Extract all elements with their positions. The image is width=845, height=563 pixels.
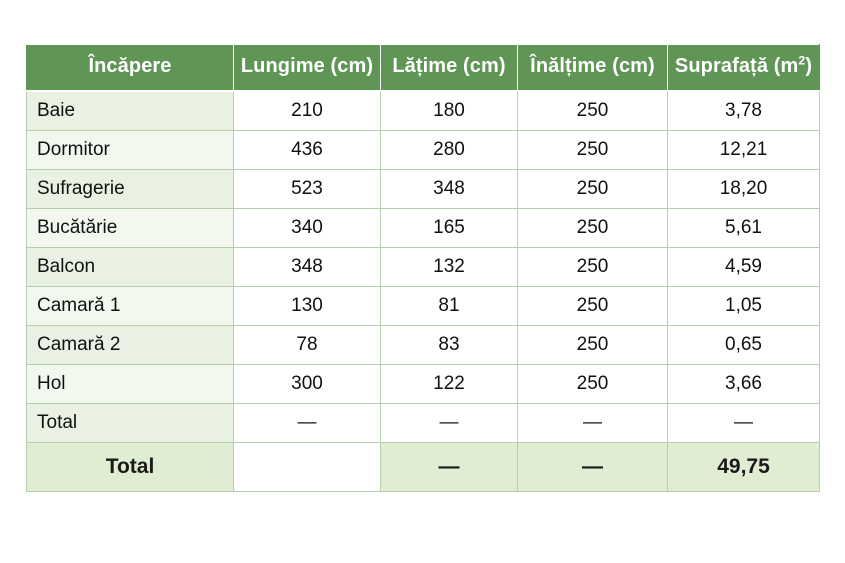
column-header-area-exponent: 2 [798,53,806,68]
cell-room-name: Camară 2 [27,326,234,365]
room-measurements-table-wrapper [26,44,819,492]
cell-room-name: Balcon [27,248,234,287]
column-header-width: Lățime (cm) [381,45,518,92]
table-row [27,326,820,365]
cell-height: — [518,404,668,443]
cell-room-name: Camară 1 [27,287,234,326]
cell-length: 210 [234,91,381,131]
table-body [27,91,820,443]
cell-room-name: Sufragerie [27,170,234,209]
cell-width: 348 [381,170,518,209]
cell-length: — [234,404,381,443]
table-row [27,287,820,326]
column-header-height: Înălțime (cm) [518,45,668,92]
cell-width: 280 [381,131,518,170]
cell-area: 3,78 [668,91,820,131]
cell-height: 250 [518,248,668,287]
cell-length: 130 [234,287,381,326]
cell-room-name: Baie [27,91,234,131]
table-row [27,131,820,170]
cell-height: 250 [518,131,668,170]
cell-height: 250 [518,209,668,248]
table-row [27,91,820,131]
cell-area: 12,21 [668,131,820,170]
column-header-area [668,45,820,92]
table-footer-row [27,443,820,492]
cell-room-name: Total [27,404,234,443]
room-measurements-table [26,44,820,492]
cell-width: — [381,404,518,443]
table-row [27,404,820,443]
cell-area: — [668,404,820,443]
table-header-row [27,45,820,92]
footer-cell-height: — [518,443,668,492]
cell-area: 3,66 [668,365,820,404]
cell-area: 1,05 [668,287,820,326]
cell-width: 180 [381,91,518,131]
cell-width: 132 [381,248,518,287]
cell-room-name: Dormitor [27,131,234,170]
cell-width: 83 [381,326,518,365]
cell-area: 4,59 [668,248,820,287]
cell-width: 122 [381,365,518,404]
cell-length: 340 [234,209,381,248]
table-row [27,209,820,248]
cell-area: 0,65 [668,326,820,365]
footer-label-total: Total [27,443,234,492]
table-row [27,365,820,404]
table-header [27,45,820,92]
table-footer [27,443,820,492]
cell-room-name: Bucătărie [27,209,234,248]
column-header-room: Încăpere [27,45,234,92]
column-header-area-text: Suprafață (m [674,55,799,77]
footer-cell-width: — [381,443,518,492]
cell-height: 250 [518,326,668,365]
cell-length: 436 [234,131,381,170]
cell-area: 5,61 [668,209,820,248]
cell-length: 78 [234,326,381,365]
cell-room-name: Hol [27,365,234,404]
footer-cell-area-total: 49,75 [668,443,820,492]
cell-height: 250 [518,365,668,404]
cell-length: 523 [234,170,381,209]
cell-height: 250 [518,287,668,326]
cell-height: 250 [518,91,668,131]
cell-width: 165 [381,209,518,248]
cell-length: 348 [234,248,381,287]
column-header-area-suffix: ) [805,55,813,77]
table-row [27,248,820,287]
table-row [27,170,820,209]
cell-length: 300 [234,365,381,404]
cell-area: 18,20 [668,170,820,209]
column-header-length: Lungime (cm) [234,45,381,92]
footer-cell-length [234,443,381,492]
cell-height: 250 [518,170,668,209]
cell-width: 81 [381,287,518,326]
